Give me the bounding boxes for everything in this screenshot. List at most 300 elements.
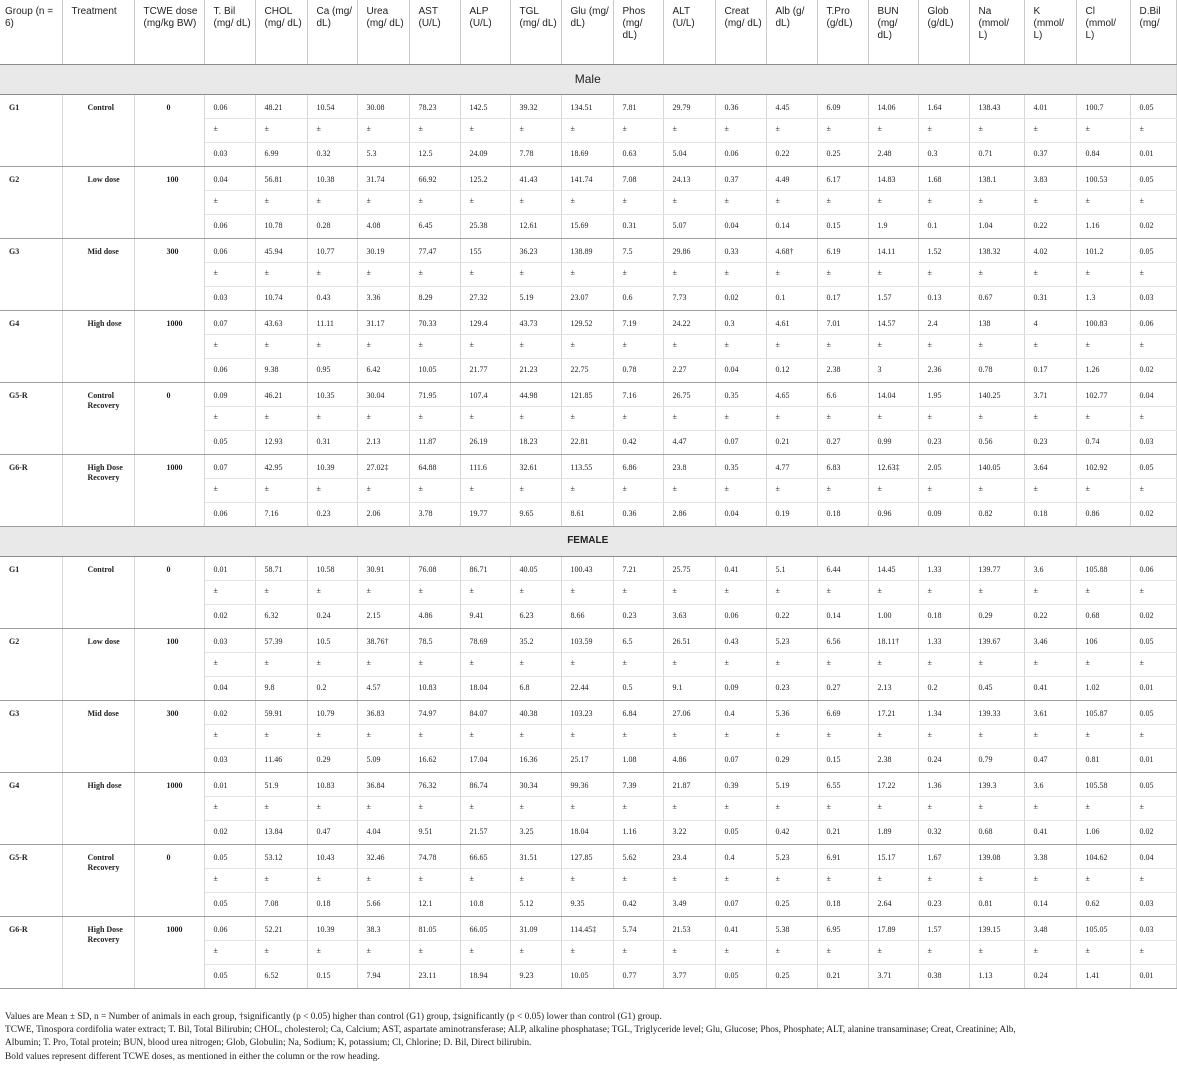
sd-cell: 0.06: [715, 604, 766, 628]
mean-cell: 14.83: [868, 166, 918, 190]
sd-cell: 10.83: [409, 676, 460, 700]
plusminus-cell: ±: [255, 406, 307, 430]
plusminus-cell: ±: [969, 724, 1024, 748]
mean-cell: 10.83: [307, 772, 357, 796]
plusminus-cell: ±: [817, 190, 868, 214]
sd-cell: 0.12: [766, 358, 817, 382]
mean-cell: 100.83: [1076, 310, 1130, 334]
mean-cell: 84.07: [460, 700, 510, 724]
mean-cell: 2.4: [918, 310, 969, 334]
table-row: [0, 700, 1176, 724]
mean-cell: 10.39: [307, 916, 357, 940]
sd-cell: 16.36: [510, 748, 561, 772]
dose-cell: 300: [134, 238, 204, 310]
plusminus-cell: ±: [817, 334, 868, 358]
mean-cell: 0.05: [204, 844, 255, 868]
sd-cell: 5.12: [510, 892, 561, 916]
treatment-cell: Control: [62, 94, 134, 166]
column-header: Treatment: [62, 0, 134, 64]
mean-cell: 4.61: [766, 310, 817, 334]
sd-cell: 0.29: [766, 748, 817, 772]
mean-cell: 129.4: [460, 310, 510, 334]
mean-cell: 0.02: [204, 700, 255, 724]
plusminus-cell: ±: [969, 478, 1024, 502]
plusminus-cell: ±: [663, 940, 715, 964]
mean-cell: 30.19: [357, 238, 409, 262]
plusminus-cell: ±: [663, 580, 715, 604]
sd-cell: 0.22: [1024, 604, 1076, 628]
sd-cell: 0.68: [1076, 604, 1130, 628]
dose-cell: 1000: [134, 916, 204, 988]
sd-cell: 0.24: [1024, 964, 1076, 988]
sd-cell: 0.42: [613, 430, 663, 454]
sd-cell: 0.03: [1130, 430, 1176, 454]
plusminus-cell: ±: [409, 118, 460, 142]
sd-cell: 0.84: [1076, 142, 1130, 166]
mean-cell: 0.4: [715, 844, 766, 868]
mean-cell: 4.65: [766, 382, 817, 406]
mean-cell: 4.02: [1024, 238, 1076, 262]
sd-cell: 0.02: [1130, 214, 1176, 238]
plusminus-cell: ±: [307, 724, 357, 748]
sd-cell: 12.93: [255, 430, 307, 454]
mean-cell: 6.09: [817, 94, 868, 118]
mean-cell: 111.6: [460, 454, 510, 478]
sd-cell: 21.77: [460, 358, 510, 382]
plusminus-cell: ±: [460, 190, 510, 214]
mean-cell: 138: [969, 310, 1024, 334]
plusminus-cell: ±: [613, 478, 663, 502]
plusminus-cell: ±: [1024, 262, 1076, 286]
sd-cell: 8.29: [409, 286, 460, 310]
sd-cell: 26.19: [460, 430, 510, 454]
sd-cell: 2.36: [918, 358, 969, 382]
plusminus-cell: ±: [1024, 652, 1076, 676]
mean-cell: 5.23: [766, 628, 817, 652]
plusminus-cell: ±: [561, 940, 613, 964]
dose-cell: 1000: [134, 310, 204, 382]
plusminus-cell: ±: [409, 724, 460, 748]
sd-cell: 6.23: [510, 604, 561, 628]
plusminus-cell: ±: [918, 724, 969, 748]
sd-cell: 2.06: [357, 502, 409, 526]
column-header: Na (mmol/ L): [969, 0, 1024, 64]
sd-cell: 6.45: [409, 214, 460, 238]
plusminus-cell: ±: [918, 262, 969, 286]
plusminus-cell: ±: [255, 118, 307, 142]
sd-cell: 6.99: [255, 142, 307, 166]
plusminus-cell: ±: [1076, 940, 1130, 964]
plusminus-cell: ±: [868, 190, 918, 214]
column-header: Urea (mg/ dL): [357, 0, 409, 64]
plusminus-cell: ±: [255, 262, 307, 286]
mean-cell: 32.61: [510, 454, 561, 478]
sd-cell: 7.08: [255, 892, 307, 916]
plusminus-cell: ±: [1076, 406, 1130, 430]
plusminus-cell: ±: [409, 478, 460, 502]
sd-cell: 0.24: [918, 748, 969, 772]
table-row: [0, 772, 1176, 796]
sd-cell: 0.1: [918, 214, 969, 238]
sd-cell: 19.77: [460, 502, 510, 526]
section-row: [0, 526, 1176, 556]
mean-cell: 0.39: [715, 772, 766, 796]
plusminus-cell: ±: [613, 796, 663, 820]
mean-cell: 139.77: [969, 556, 1024, 580]
sd-cell: 8.61: [561, 502, 613, 526]
mean-cell: 10.77: [307, 238, 357, 262]
plusminus-cell: ±: [715, 478, 766, 502]
column-header: AST (U/L): [409, 0, 460, 64]
sd-cell: 0.1: [766, 286, 817, 310]
sd-cell: 0.77: [613, 964, 663, 988]
mean-cell: 7.5: [613, 238, 663, 262]
plusminus-cell: ±: [918, 118, 969, 142]
sd-cell: 1.89: [868, 820, 918, 844]
mean-cell: 0.41: [715, 556, 766, 580]
plusminus-cell: ±: [1130, 334, 1176, 358]
table-header: [0, 0, 1176, 64]
plusminus-cell: ±: [1076, 118, 1130, 142]
plusminus-cell: ±: [460, 334, 510, 358]
mean-cell: 30.04: [357, 382, 409, 406]
mean-cell: 6.91: [817, 844, 868, 868]
plusminus-cell: ±: [1130, 580, 1176, 604]
plusminus-cell: ±: [357, 940, 409, 964]
sd-cell: 0.47: [307, 820, 357, 844]
sd-cell: 0.03: [204, 748, 255, 772]
mean-cell: 57.39: [255, 628, 307, 652]
plusminus-cell: ±: [204, 868, 255, 892]
sd-cell: 0.14: [817, 604, 868, 628]
plusminus-cell: ±: [460, 868, 510, 892]
plusminus-cell: ±: [357, 334, 409, 358]
sd-cell: 18.69: [561, 142, 613, 166]
mean-cell: 59.91: [255, 700, 307, 724]
sd-cell: 0.99: [868, 430, 918, 454]
plusminus-cell: ±: [460, 652, 510, 676]
mean-cell: 18.11†: [868, 628, 918, 652]
sd-cell: 25.38: [460, 214, 510, 238]
mean-cell: 114.45‡: [561, 916, 613, 940]
plusminus-cell: ±: [1024, 334, 1076, 358]
mean-cell: 76.08: [409, 556, 460, 580]
sd-cell: 0.31: [307, 430, 357, 454]
mean-cell: 105.58: [1076, 772, 1130, 796]
mean-cell: 0.01: [204, 556, 255, 580]
plusminus-cell: ±: [766, 652, 817, 676]
plusminus-cell: ±: [868, 478, 918, 502]
sd-cell: 0.25: [766, 892, 817, 916]
mean-cell: 0.05: [1130, 238, 1176, 262]
sd-cell: 0.07: [715, 430, 766, 454]
plusminus-cell: ±: [868, 940, 918, 964]
mean-cell: 102.77: [1076, 382, 1130, 406]
plusminus-cell: ±: [663, 724, 715, 748]
sd-cell: 0.14: [766, 214, 817, 238]
mean-cell: 0.06: [1130, 310, 1176, 334]
sd-cell: 0.81: [969, 892, 1024, 916]
plusminus-cell: ±: [663, 652, 715, 676]
sd-cell: 0.03: [1130, 286, 1176, 310]
plusminus-cell: ±: [766, 118, 817, 142]
sd-cell: 0.05: [204, 430, 255, 454]
mean-cell: 4.77: [766, 454, 817, 478]
mean-cell: 52.21: [255, 916, 307, 940]
mean-cell: 58.71: [255, 556, 307, 580]
mean-cell: 27.02‡: [357, 454, 409, 478]
mean-cell: 0.05: [1130, 454, 1176, 478]
sd-cell: 0.95: [307, 358, 357, 382]
mean-cell: 43.73: [510, 310, 561, 334]
sd-cell: 2.86: [663, 502, 715, 526]
mean-cell: 78.23: [409, 94, 460, 118]
mean-cell: 0.3: [715, 310, 766, 334]
group-cell: G4: [0, 772, 62, 844]
plusminus-cell: ±: [409, 580, 460, 604]
mean-cell: 29.86: [663, 238, 715, 262]
mean-cell: 31.74: [357, 166, 409, 190]
sd-cell: 3.25: [510, 820, 561, 844]
sd-cell: 7.73: [663, 286, 715, 310]
plusminus-cell: ±: [460, 940, 510, 964]
sd-cell: 0.06: [204, 502, 255, 526]
mean-cell: 139.67: [969, 628, 1024, 652]
plusminus-cell: ±: [1130, 190, 1176, 214]
mean-cell: 48.21: [255, 94, 307, 118]
mean-cell: 6.44: [817, 556, 868, 580]
sd-cell: 0.02: [715, 286, 766, 310]
sd-cell: 15.69: [561, 214, 613, 238]
sd-cell: 3.77: [663, 964, 715, 988]
mean-cell: 86.71: [460, 556, 510, 580]
mean-cell: 100.53: [1076, 166, 1130, 190]
mean-cell: 45.94: [255, 238, 307, 262]
plusminus-cell: ±: [715, 724, 766, 748]
sd-cell: 25.17: [561, 748, 613, 772]
mean-cell: 0.01: [204, 772, 255, 796]
plusminus-cell: ±: [561, 190, 613, 214]
sd-cell: 0.3: [918, 142, 969, 166]
sd-cell: 0.28: [307, 214, 357, 238]
sd-cell: 0.68: [969, 820, 1024, 844]
section-label: Male: [0, 64, 1176, 94]
sd-cell: 0.62: [1076, 892, 1130, 916]
plusminus-cell: ±: [969, 118, 1024, 142]
footnote-abbreviations-2: Albumin; T. Pro, Total protein; BUN, blood urea nitrogen; Glob, Globulin; Na, Sodium; K, potassium; Cl, Chlorine; D. Bil, Direct bilirubin.: [5, 1038, 532, 1049]
sd-cell: 9.8: [255, 676, 307, 700]
sd-cell: 0.06: [715, 142, 766, 166]
sd-cell: 0.18: [817, 892, 868, 916]
mean-cell: 105.87: [1076, 700, 1130, 724]
mean-cell: 4.49: [766, 166, 817, 190]
mean-cell: 10.35: [307, 382, 357, 406]
sd-cell: 7.16: [255, 502, 307, 526]
sd-cell: 3.36: [357, 286, 409, 310]
plusminus-cell: ±: [561, 580, 613, 604]
mean-cell: 46.21: [255, 382, 307, 406]
plusminus-cell: ±: [204, 652, 255, 676]
sd-cell: 4.86: [663, 748, 715, 772]
table-row: [0, 844, 1176, 868]
mean-cell: 2.05: [918, 454, 969, 478]
mean-cell: 140.25: [969, 382, 1024, 406]
plusminus-cell: ±: [307, 478, 357, 502]
sd-cell: 7.94: [357, 964, 409, 988]
mean-cell: 1.95: [918, 382, 969, 406]
mean-cell: 139.15: [969, 916, 1024, 940]
sd-cell: 0.78: [613, 358, 663, 382]
sd-cell: 2.38: [817, 358, 868, 382]
mean-cell: 139.33: [969, 700, 1024, 724]
plusminus-cell: ±: [409, 796, 460, 820]
mean-cell: 64.88: [409, 454, 460, 478]
plusminus-cell: ±: [1130, 724, 1176, 748]
group-cell: G6-R: [0, 454, 62, 526]
sd-cell: 0.02: [1130, 358, 1176, 382]
sd-cell: 10.74: [255, 286, 307, 310]
plusminus-cell: ±: [561, 262, 613, 286]
sd-cell: 0.04: [715, 502, 766, 526]
sd-cell: 23.07: [561, 286, 613, 310]
sd-cell: 0.21: [817, 820, 868, 844]
plusminus-cell: ±: [868, 724, 918, 748]
mean-cell: 0.04: [1130, 844, 1176, 868]
dose-cell: 0: [134, 94, 204, 166]
plusminus-cell: ±: [460, 724, 510, 748]
column-header: TGL (mg/ dL): [510, 0, 561, 64]
plusminus-cell: ±: [1130, 406, 1176, 430]
sd-cell: 3.22: [663, 820, 715, 844]
mean-cell: 155: [460, 238, 510, 262]
mean-cell: 26.75: [663, 382, 715, 406]
mean-cell: 6.84: [613, 700, 663, 724]
plusminus-cell: ±: [1076, 652, 1130, 676]
sd-cell: 6.42: [357, 358, 409, 382]
plusminus-cell: ±: [969, 190, 1024, 214]
plusminus-cell: ±: [663, 478, 715, 502]
sd-cell: 0.01: [1130, 964, 1176, 988]
plusminus-cell: ±: [357, 724, 409, 748]
mean-cell: 140.05: [969, 454, 1024, 478]
mean-cell: 36.23: [510, 238, 561, 262]
dose-cell: 1000: [134, 454, 204, 526]
table-row: [0, 238, 1176, 262]
dose-cell: 300: [134, 700, 204, 772]
plusminus-cell: ±: [817, 262, 868, 286]
mean-cell: 0.05: [1130, 166, 1176, 190]
mean-cell: 32.46: [357, 844, 409, 868]
sd-cell: 0.2: [307, 676, 357, 700]
mean-cell: 0.03: [1130, 916, 1176, 940]
plusminus-cell: ±: [204, 724, 255, 748]
plusminus-cell: ±: [1130, 652, 1176, 676]
group-cell: G3: [0, 700, 62, 772]
mean-cell: 24.13: [663, 166, 715, 190]
sd-cell: 1.16: [613, 820, 663, 844]
plusminus-cell: ±: [918, 406, 969, 430]
plusminus-cell: ±: [868, 118, 918, 142]
plusminus-cell: ±: [357, 406, 409, 430]
sd-cell: 0.01: [1130, 748, 1176, 772]
sd-cell: 9.65: [510, 502, 561, 526]
plusminus-cell: ±: [969, 580, 1024, 604]
sd-cell: 0.22: [766, 142, 817, 166]
sd-cell: 9.41: [460, 604, 510, 628]
sd-cell: 1.02: [1076, 676, 1130, 700]
mean-cell: 105.05: [1076, 916, 1130, 940]
mean-cell: 5.62: [613, 844, 663, 868]
plusminus-cell: ±: [204, 580, 255, 604]
mean-cell: 71.95: [409, 382, 460, 406]
sd-cell: 0.07: [715, 748, 766, 772]
mean-cell: 113.55: [561, 454, 613, 478]
plusminus-cell: ±: [613, 406, 663, 430]
mean-cell: 36.83: [357, 700, 409, 724]
sd-cell: 1.13: [969, 964, 1024, 988]
mean-cell: 138.32: [969, 238, 1024, 262]
mean-cell: 40.38: [510, 700, 561, 724]
plusminus-cell: ±: [510, 796, 561, 820]
plusminus-cell: ±: [715, 118, 766, 142]
plusminus-cell: ±: [1076, 334, 1130, 358]
sd-cell: 23.11: [409, 964, 460, 988]
sd-cell: 0.22: [1024, 214, 1076, 238]
section-row: [0, 64, 1176, 94]
mean-cell: 41.43: [510, 166, 561, 190]
column-header: CHOL (mg/ dL): [255, 0, 307, 64]
plusminus-cell: ±: [255, 868, 307, 892]
plusminus-cell: ±: [817, 406, 868, 430]
plusminus-cell: ±: [613, 262, 663, 286]
plusminus-cell: ±: [613, 868, 663, 892]
mean-cell: 76.32: [409, 772, 460, 796]
plusminus-cell: ±: [460, 478, 510, 502]
table-row: [0, 454, 1176, 478]
mean-cell: 134.51: [561, 94, 613, 118]
sd-cell: 0.13: [918, 286, 969, 310]
mean-cell: 106: [1076, 628, 1130, 652]
mean-cell: 14.06: [868, 94, 918, 118]
plusminus-cell: ±: [868, 406, 918, 430]
group-cell: G5-R: [0, 382, 62, 454]
sd-cell: 1.26: [1076, 358, 1130, 382]
sd-cell: 3.71: [868, 964, 918, 988]
mean-cell: 7.39: [613, 772, 663, 796]
sd-cell: 0.67: [969, 286, 1024, 310]
mean-cell: 42.95: [255, 454, 307, 478]
mean-cell: 1.68: [918, 166, 969, 190]
column-header: Ca (mg/ dL): [307, 0, 357, 64]
mean-cell: 0.06: [1130, 556, 1176, 580]
mean-cell: 23.8: [663, 454, 715, 478]
plusminus-cell: ±: [409, 334, 460, 358]
table-footnotes: [5, 1011, 1140, 1064]
sd-cell: 0.09: [715, 676, 766, 700]
table-row: [0, 916, 1176, 940]
mean-cell: 38.3: [357, 916, 409, 940]
mean-cell: 23.4: [663, 844, 715, 868]
sd-cell: 6.8: [510, 676, 561, 700]
plusminus-cell: ±: [817, 580, 868, 604]
mean-cell: 0.07: [204, 454, 255, 478]
plusminus-cell: ±: [510, 868, 561, 892]
mean-cell: 102.92: [1076, 454, 1130, 478]
mean-cell: 138.89: [561, 238, 613, 262]
mean-cell: 0.06: [204, 94, 255, 118]
mean-cell: 7.01: [817, 310, 868, 334]
mean-cell: 10.38: [307, 166, 357, 190]
